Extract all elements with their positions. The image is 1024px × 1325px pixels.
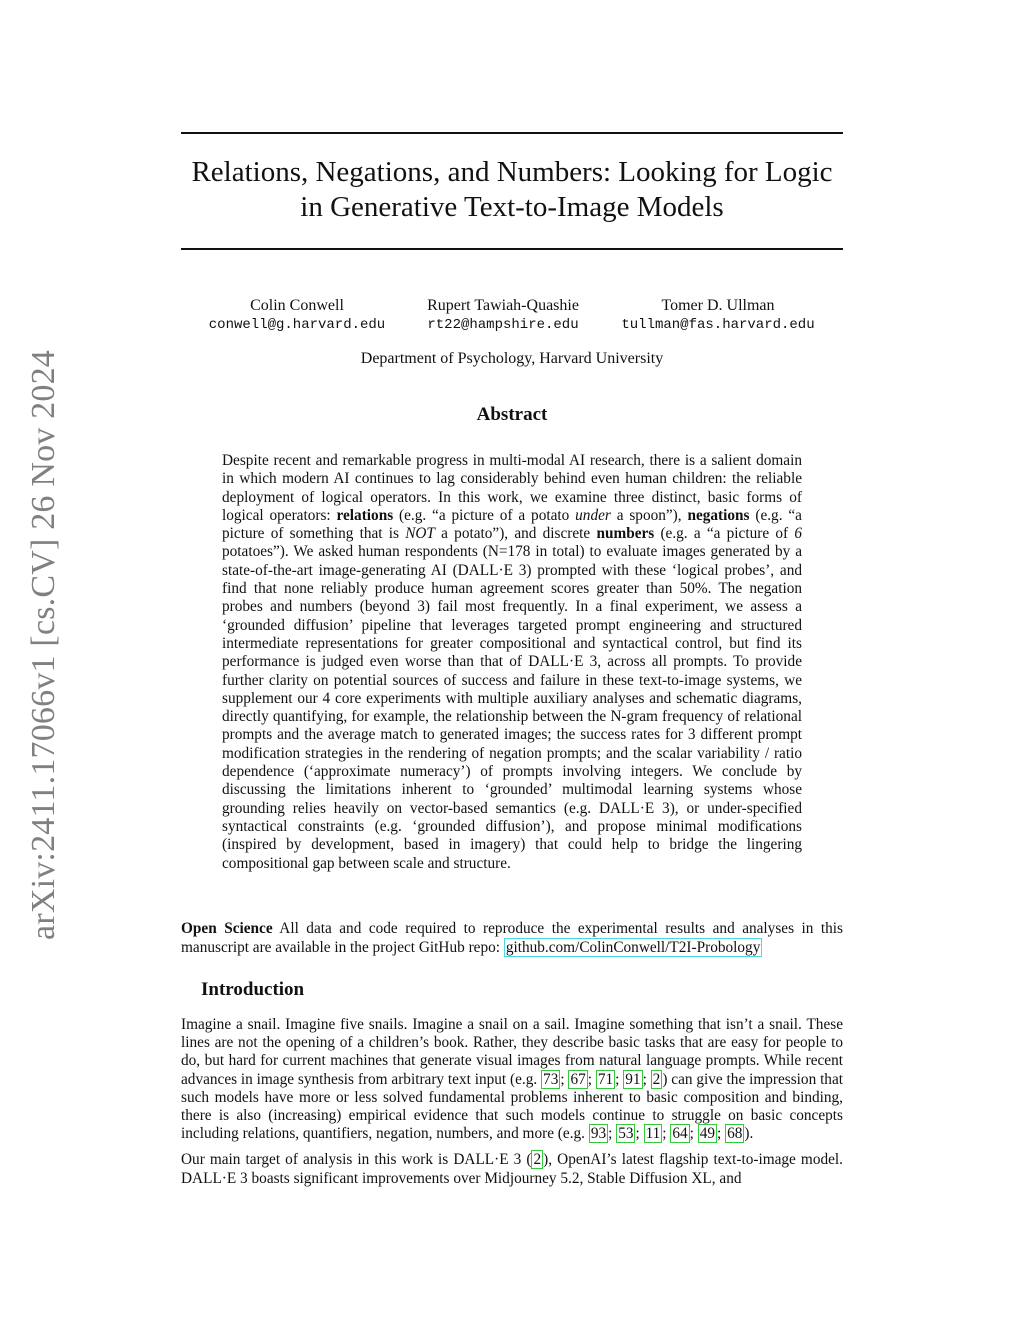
author-email: tullman@fas.harvard.edu: [621, 317, 815, 333]
citation-link[interactable]: 91: [625, 1070, 641, 1088]
author-name: Tomer D. Ullman: [661, 297, 775, 314]
abstract-text: (e.g. a “a picture of: [654, 525, 795, 543]
introduction-heading: Introduction: [201, 979, 305, 1000]
introduction-body: [181, 1016, 843, 1196]
author-name: Colin Conwell: [250, 297, 344, 314]
abstract-italic-six: 6: [794, 525, 802, 543]
author-3: [603, 296, 833, 334]
author-email: rt22@hampshire.edu: [427, 317, 579, 333]
citation-link[interactable]: 68: [727, 1125, 743, 1143]
abstract-bold-numbers: numbers: [596, 525, 655, 543]
abstract-text: a potato”), and discrete: [434, 525, 597, 543]
citation-link[interactable]: 49: [699, 1125, 716, 1143]
abstract-text: potatoes”). We asked human respondents (N=178 in total) to evaluate images generated by a state-of-the-art image-generating AI (DALL·E 3) prompted with these ‘logical probes’, and find that none reliably produce human agreement scores greater than 50%. The negation probes and numbers (beyond 3) fail most frequently. In a final experiment, we assess a ‘grounded diffusion’ pipeline that leverages targeted prompt engineering and structured intermediate representations for greater compositional and syntactical control, but find its performance is judged even worse than that of DALL·E 3, across all prompts. To provide further clarity on potential sources of success and failure in these text-to-image systems, we supplement our 4 core experiments with multiple auxiliary analyses and schematic diagrams, directly quantifying, for example, the relationship between the N-gram frequency of relational prompts and the average match to generated images; the success rates for 3 different prompt modification strategies in the rendering of negation prompts; and the scalar variability / ratio dependence (‘approximate numeracy’) of prompts involving integers. We conclude by discussing the limitations inherent to ‘grounded’ multimodal learning systems whose grounding relies heavily on vector-based semantics (e.g. DALL·E 3), or under-specified syntactical constraints (e.g. ‘grounded diffusion’), and propose minimal modifications (inspired by development, based in imagery) that could help to bridge the lingering compositional gap between scale and structure.: [222, 543, 802, 872]
affiliation: Department of Psychology, Harvard University: [360, 350, 664, 367]
citation-link[interactable]: 11: [645, 1125, 661, 1143]
author-email: conwell@g.harvard.edu: [208, 317, 386, 333]
citation-link[interactable]: 67: [570, 1070, 586, 1088]
citation-link[interactable]: 73: [543, 1070, 559, 1088]
author-2: [388, 296, 618, 334]
abstract-body: [222, 452, 802, 873]
author-name: Rupert Tawiah-Quashie: [427, 297, 579, 314]
title-bottom-rule: [181, 248, 843, 250]
title-top-rule: [181, 132, 843, 134]
citation-link[interactable]: 2: [652, 1070, 661, 1088]
abstract-italic-under: under: [575, 506, 611, 524]
citation-link[interactable]: 93: [590, 1125, 607, 1143]
title-line-2: in Generative Text-to-Image Models: [300, 191, 724, 223]
abstract-text: (e.g. “a picture of a potato: [393, 506, 576, 524]
title-line-1: Relations, Negations, and Numbers: Looking for Logic: [191, 156, 833, 188]
abstract-text: a spoon”),: [610, 506, 688, 524]
abstract-bold-negations: negations: [687, 506, 750, 524]
abstract-bold-relations: relations: [336, 506, 394, 524]
citation-link[interactable]: 64: [672, 1125, 688, 1143]
open-science-paragraph: [181, 920, 843, 957]
open-science-text: All data and code required to reproduce the experimental results and analyses in this manuscript are available in the project GitHub repo:: [181, 920, 843, 956]
abstract-text: (e.g. “a picture of something that is: [222, 506, 802, 543]
abstract-heading: Abstract: [476, 404, 548, 425]
intro-text: ), OpenAI’s latest flagship text-to-image model. DALL·E 3 boasts significant improvements over Midjourney 5.2, Stable Diffusion XL, and: [181, 1151, 843, 1187]
intro-text: Our main target of analysis in this work is DALL·E 3 (: [181, 1151, 532, 1169]
citation-link[interactable]: 2: [533, 1151, 542, 1169]
github-repo-link[interactable]: github.com/ColinConwell/T2I-Probology: [505, 938, 761, 956]
intro-text: ).: [744, 1125, 754, 1143]
open-science-label: Open Science: [181, 920, 273, 937]
abstract-italic-not: NOT: [405, 525, 435, 543]
citation-link[interactable]: 53: [618, 1125, 634, 1143]
abstract-text: Despite recent and remarkable progress in multi-modal AI research, there is a salient domain in which modern AI continues to lag considerably behind even human children: the reliable deployment of logical operators. In this work, we examine three distinct, basic forms of logical operators:: [222, 452, 802, 524]
paper-title: [181, 155, 843, 225]
intro-paragraph-1: Imagine a snail. Imagine five snails. Imagine a snail on a sail. Imagine something that isn’t a snail. These lines are not the opening of a children’s book. Rather, they describe basic tasks that are easy for people to do, but hard for current machines that generate visual images from natural language prompts. While recent advances in image synthesis from arbitrary text input (e.g. 73 ; 67 ; 71 ; 91 ; 2 ) can give the impression that such models have more or less solved fundamental problems inherent to basic composition and binding, there is also (increasing) empirical evidence that such models continue to struggle on basic concepts including relations, quantifiers, negation, numbers, and more (e.g. 93 ; 53 ; 11 ; 64 ; 49 ; 68 ).: [181, 1016, 844, 1143]
intro-paragraph-2: [181, 1151, 843, 1187]
intro-text: ) can give the impression that such models have more or less solved fundamental problems inherent to basic composition and binding, there is also (increasing) empirical evidence that such models continue to struggle on basic concepts including relations, quantifiers, negation, numbers, and more (e.g.: [181, 1070, 844, 1143]
intro-text: Imagine a snail. Imagine five snails. Imagine a snail on a sail. Imagine something that isn’t a snail. These lines are not the opening of a children’s book. Rather, they describe basic tasks that are easy for people to do, but hard for current machines that generate visual images from natural language prompts. While recent advances in image synthesis from arbitrary text input (e.g.: [181, 1016, 843, 1088]
citation-link[interactable]: 71: [597, 1070, 614, 1088]
arxiv-stamp: arXiv:2411.17066v1 [cs.CV] 26 Nov 2024: [25, 350, 62, 940]
author-1: [182, 296, 412, 334]
